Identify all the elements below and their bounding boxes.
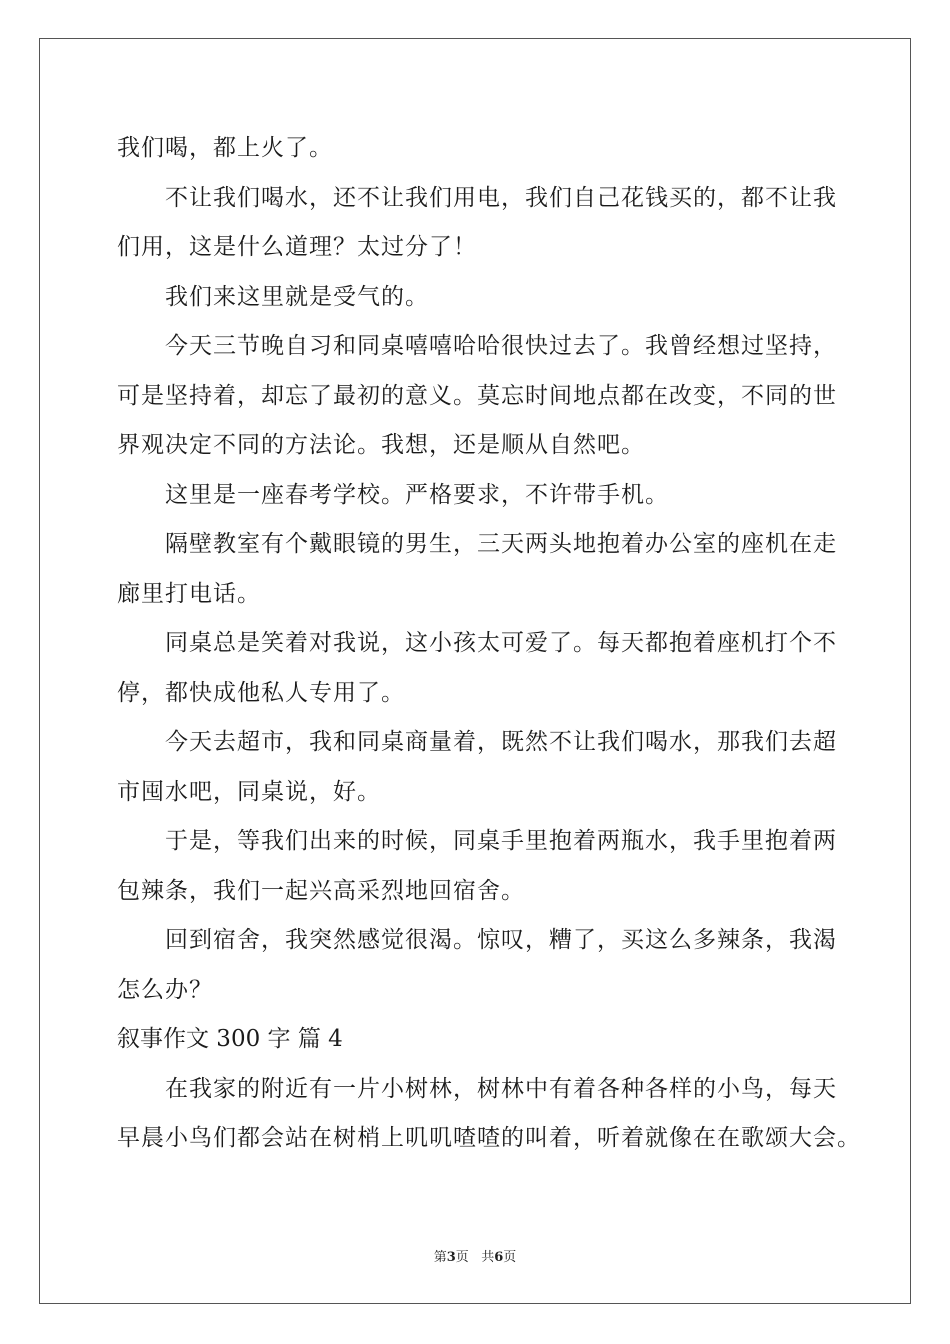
text-line: 们用，这是什么道理？太过分了！: [117, 234, 477, 260]
text-line: 于是，等我们出来的时候，同桌手里抱着两瓶水，我手里抱着两: [165, 828, 837, 854]
text-line: 我们喝，都上火了。: [117, 135, 333, 161]
text-line: 包辣条，我们一起兴高采烈地回宿舍。: [117, 877, 525, 904]
text-line: 可是坚持着，却忘了最初的意义。莫忘时间地点都在改变，不同的世: [117, 382, 837, 409]
text-line: 叙事作文 300 字 篇 4: [117, 1026, 343, 1052]
paragraph: [117, 471, 857, 521]
paragraph: [117, 916, 857, 1015]
text-line: 停，都快成他私人专用了。: [117, 679, 405, 706]
document-body: [117, 124, 861, 1164]
text-line: 我们来这里就是受气的。: [165, 283, 429, 310]
page-prefix: 第: [433, 1250, 447, 1265]
paragraph: [117, 1065, 861, 1164]
text-line: 回到宿舍，我突然感觉很渴。惊叹，糟了，买这么多辣条，我渴: [165, 927, 837, 953]
page-footer: [0, 1246, 950, 1265]
paragraph: [117, 520, 857, 619]
text-line: 今天去超市，我和同桌商量着，既然不让我们喝水，那我们去超: [165, 729, 837, 755]
page-suffix: 页: [455, 1250, 469, 1265]
text-line: 同桌总是笑着对我说，这小孩太可爱了。每天都抱着座机打个不: [165, 630, 837, 656]
total-prefix: 共: [481, 1250, 495, 1265]
text-line: 不让我们喝水，还不让我们用电，我们自己花钱买的，都不让我: [165, 184, 837, 211]
current-page-number: 3: [446, 1250, 456, 1265]
text-line: 早晨小鸟们都会站在树梢上叽叽喳喳的叫着，听着就像在在歌颂大会。: [117, 1125, 861, 1151]
text-line: 这里是一座春考学校。严格要求，不许带手机。: [165, 481, 669, 508]
paragraph: [117, 322, 857, 471]
paragraph: [117, 619, 857, 718]
text-line: 怎么办？: [117, 976, 213, 1003]
text-line: 界观决定不同的方法论。我想，还是顺从自然吧。: [117, 432, 645, 458]
text-line: 市囤水吧，同桌说，好。: [117, 778, 381, 805]
paragraph: [117, 817, 857, 916]
section-heading: [117, 1015, 857, 1065]
paragraph: [117, 124, 857, 174]
text-line: 在我家的附近有一片小树林，树林中有着各种各样的小鸟，每天: [165, 1075, 837, 1102]
total-page-count: 6: [494, 1250, 504, 1265]
paragraph: [117, 718, 857, 817]
text-line: 廊里打电话。: [117, 580, 261, 607]
text-line: 隔壁教室有个戴眼镜的男生，三天两头地抱着办公室的座机在走: [165, 531, 837, 557]
text-line: 今天三节晚自习和同桌嘻嘻哈哈很快过去了。我曾经想过坚持，: [165, 333, 837, 359]
paragraph: [117, 174, 857, 273]
paragraph: [117, 273, 857, 323]
total-suffix: 页: [503, 1250, 517, 1265]
